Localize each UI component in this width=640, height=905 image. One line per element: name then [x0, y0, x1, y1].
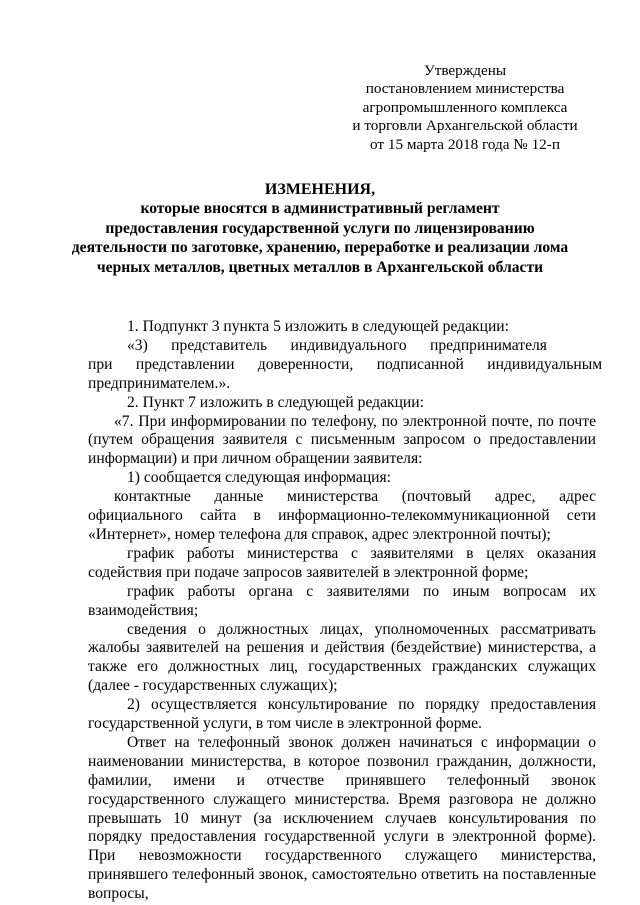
approval-line: агропромышленного комплекса [362, 98, 568, 116]
paragraph: 2. Пункт 7 изложить в следующей редакции: [127, 393, 424, 411]
paragraph: 1. Подпункт 3 пункта 5 изложить в следующей редакции: [127, 318, 509, 335]
paragraph: график работы министерства с заявителями в целях оказания содействия при подаче запросов заявителей в электронной форме; [88, 544, 596, 581]
title-line: черных металлов, цветных металлов в Архангельской области [96, 258, 544, 276]
paragraph: сведения о должностных лицах, уполномоченных рассматривать жалобы заявителей на решения и действия (бездействие) министерства, а также его должностных лиц, государственных гражданских служащих (далее - государственных служащих); [88, 620, 596, 695]
paragraph: предпринимателем.». [88, 374, 231, 392]
approval-block [330, 62, 600, 154]
approval-line: от 15 марта 2018 года № 12-п [370, 135, 560, 153]
title-line: деятельности по заготовке, хранению, переработке и реализации лома [71, 239, 569, 257]
paragraph: «7. При информировании по телефону, по электронной почте, по почте (путем обращения заявителя с письменным запросом о предоставлении информации) и при личном обращении заявителя: [88, 412, 596, 468]
paragraph: «3) представитель индивидуального предпринимателя [127, 336, 547, 354]
paragraph: Ответ на телефонный звонок должен начинаться с информации о наименовании министерства, в которое позвонил гражданин, должности, фамилии, имени и отчестве принявшего телефонный звонок государственного служащего министерства. Время разговора не должно превышать 10 минут (за исключением случаев консультирования по порядку предоставления государственной услуги в электронной форме). При невозможности государственного служащего министерства, принявшего телефонный звонок, самостоятельно ответить на поставленные вопросы, [88, 733, 596, 903]
approval-line: постановлением министерства [365, 80, 565, 98]
paragraph: 2) осуществляется консультирование по порядку предоставления государственной услуги, в том числе в электронной форме. [88, 696, 596, 733]
title-line: которые вносятся в административный регламент [140, 200, 500, 218]
paragraph: при представлении доверенности, подписанной индивидуальным [88, 355, 603, 373]
approval-line: и торговли Архангельской области [352, 117, 578, 135]
paragraph: 1) сообщается следующая информация: [127, 469, 392, 487]
title-line: предоставления государственной услуги по лицензированию [105, 219, 535, 237]
document-title [70, 180, 570, 277]
title-heading: ИЗМЕНЕНИЯ, [264, 181, 376, 198]
paragraph: контактные данные министерства (почтовый адрес, адрес официального сайта в информационно-телекоммуникационной сети «Интернет», номер телефона для справок, адрес электронной почты); [88, 488, 596, 543]
approval-line: Утверждены [423, 62, 507, 79]
paragraph: график работы органа с заявителями по иным вопросам их взаимодействия; [88, 582, 596, 619]
document-body [88, 318, 603, 904]
